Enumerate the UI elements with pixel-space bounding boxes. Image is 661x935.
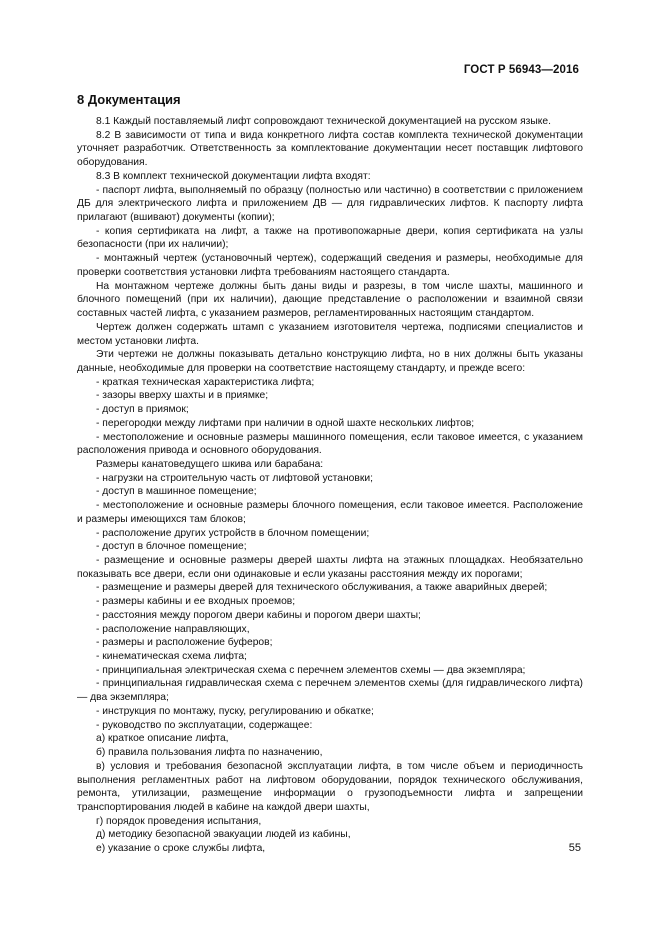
page-number: 55 bbox=[568, 842, 581, 854]
sub-item: е) указание о сроке службы лифта, bbox=[96, 843, 266, 855]
paragraph: 8.1 Каждый поставляемый лифт сопровождают технической документацией на русском языке. bbox=[96, 116, 551, 127]
paragraph: На монтажном чертеже должны быть даны виды и разрезы, в том числе шахты, машинного и блочного помещений (при их наличии), дающие представление о расположении и взаимной связи составных частей лифта, с указанием размеров, регламентированных настоящим стандартом. bbox=[77, 280, 583, 320]
list-item: - руководство по эксплуатации, содержащее: bbox=[96, 719, 313, 731]
list-item: - расстояния между порогом двери кабины и порогом двери шахты; bbox=[96, 609, 421, 621]
list-item: - местоположение и основные размеры машинного помещения, если таковое имеется, с указанием расположения привода и основного оборудования. bbox=[77, 431, 583, 457]
list-item: - размеры и расположение буферов; bbox=[96, 637, 273, 649]
sub-item: б) правила пользования лифта по назначению, bbox=[96, 747, 323, 759]
standard-designation: ГОСТ Р 56943—2016 bbox=[463, 64, 579, 76]
list-item: - зазоры вверху шахты и в приямке; bbox=[96, 390, 269, 402]
paragraph: Размеры канатоведущего шкива или барабана: bbox=[96, 458, 324, 470]
sub-item: а) краткое описание лифта, bbox=[96, 733, 229, 745]
list-item: - расположение других устройств в блочном помещении; bbox=[96, 527, 370, 539]
list-item: - краткая техническая характеристика лифта; bbox=[96, 376, 315, 388]
sub-item: д) методику безопасной эвакуации людей из кабины, bbox=[96, 829, 351, 841]
list-item: - принципиальная электрическая схема с перечнем элементов схемы — два экземпляра; bbox=[96, 664, 526, 676]
list-item: - принципиальная гидравлическая схема с перечнем элементов схемы (для гидравлического лифта) — два экземпляра; bbox=[77, 678, 583, 704]
list-item: - доступ в приямок; bbox=[96, 404, 189, 416]
list-item: - размещение и размеры дверей для технического обслуживания, а также аварийных дверей; bbox=[96, 582, 548, 594]
list-item: - нагрузки на строительную часть от лифтовой установки; bbox=[96, 472, 373, 484]
list-item: - размеры кабины и ее входных проемов; bbox=[96, 596, 296, 608]
paragraph: Чертеж должен содержать штамп с указанием изготовителя чертежа, подписями специалистов и местом установки лифта. bbox=[77, 321, 583, 347]
list-item: - перегородки между лифтами при наличии в одной шахте нескольких лифтов; bbox=[96, 417, 475, 429]
list-item: - местоположение и основные размеры блочного помещения, если таковое имеется. Расположение и размеры имеющихся там блоков; bbox=[77, 500, 583, 525]
list-item: - доступ в машинное помещение; bbox=[96, 486, 257, 498]
list-item: - копия сертификата на лифт, а также на противопожарные двери, копия сертификата на узлы безопасности (при их наличии); bbox=[77, 225, 583, 251]
document-body bbox=[77, 115, 583, 856]
list-item: - расположение направляющих, bbox=[96, 623, 250, 635]
section-title: 8 Документация bbox=[77, 92, 181, 107]
sub-item: г) порядок проведения испытания, bbox=[96, 815, 262, 827]
list-item: - монтажный чертеж (установочный чертеж), содержащий сведения и размеры, необходимые для проверки соответствия установки лифта требованиям настоящего стандарта. bbox=[77, 253, 583, 278]
list-item: - кинематическая схема лифта; bbox=[96, 651, 247, 663]
list-item: - паспорт лифта, выполняемый по образцу (полностью или частично) в соответствии с приложением ДБ для электрического лифта и приложением ДВ — для гидравлических лифтов. К паспорту лифта прилагают (вшивают) документы (копии); bbox=[77, 184, 583, 224]
sub-item: в) условия и требования безопасной эксплуатации лифта, в том числе объем и периодичность выполнения регламентных работ на лифтовом оборудовании, порядок технического обслуживания, ремонта, утилизации, размещение информации о грузоподъемности лифта и запрещении транспортирования людей в кабине на каждой двери шахты, bbox=[77, 760, 583, 813]
paragraph: Эти чертежи не должны показывать детально конструкцию лифта, но в них должны быть указаны данные, необходимые для проверки на соответствие настоящему стандарту, и прежде всего: bbox=[77, 349, 583, 374]
list-item: - инструкция по монтажу, пуску, регулированию и обкатке; bbox=[96, 705, 374, 717]
paragraph: 8.3 В комплект технической документации лифта входят: bbox=[96, 170, 371, 182]
list-item: - доступ в блочное помещение; bbox=[96, 541, 247, 553]
list-item: - размещение и основные размеры дверей шахты лифта на этажных площадках. Необязательно показывать все двери, если они одинаковые и если указаны расстояния между их порогами; bbox=[77, 555, 583, 580]
paragraph: 8.2 В зависимости от типа и вида конкретного лифта состав комплекта технической документации уточняет разработчик. Ответственность за комплектование документации несет поставщик лифтового оборудования. bbox=[77, 129, 583, 169]
